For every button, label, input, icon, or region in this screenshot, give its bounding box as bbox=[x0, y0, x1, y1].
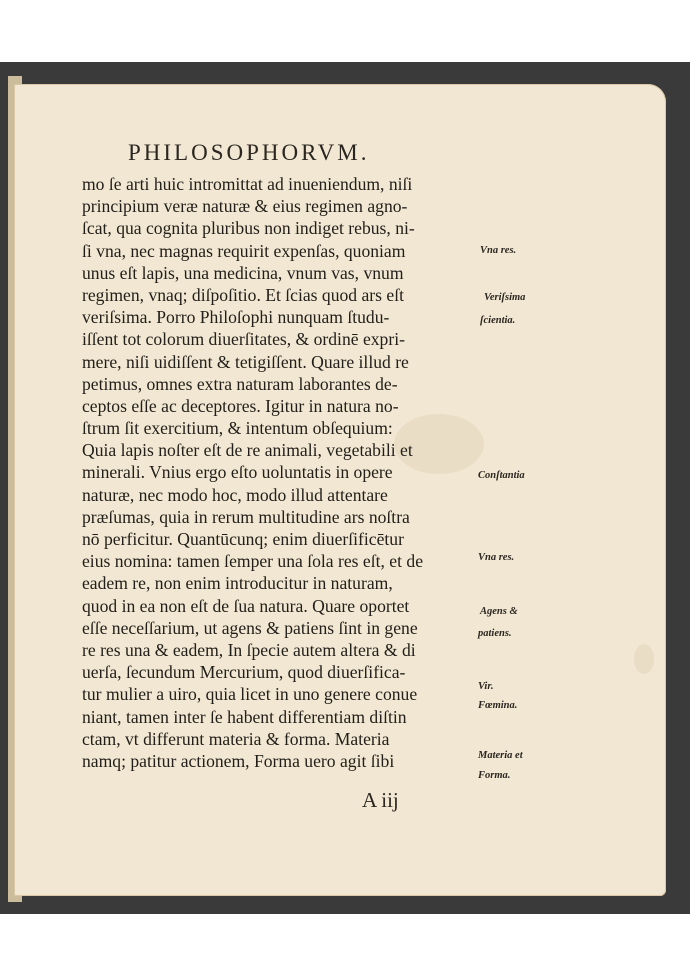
margin-note: ſcientia. bbox=[480, 315, 516, 326]
text-line: iſſent tot colorum diuerſitates, & ordinē expri- bbox=[82, 329, 405, 350]
text-line: ſtrum ſit exercitium, & intentum obſequium: bbox=[82, 418, 393, 439]
paper-stain bbox=[634, 644, 654, 674]
margin-note: Materia et bbox=[478, 750, 523, 761]
text-line: eadem re, non enim introducitur in naturam, bbox=[82, 573, 393, 594]
text-line: minerali. Vnius ergo eſto uoluntatis in opere bbox=[82, 462, 393, 483]
running-header: PHILOSOPHORVM. bbox=[128, 140, 370, 165]
text-line: quod in ea non eſt de ſua natura. Quare oportet bbox=[82, 595, 410, 616]
signature-mark: A iij bbox=[362, 788, 399, 812]
text-line: nō perficitur. Quantūcunq; enim diuerſificētur bbox=[82, 529, 404, 549]
body-text bbox=[82, 173, 482, 772]
margin-note: Vna res. bbox=[480, 245, 517, 256]
text-line: ceptos eſſe ac deceptores. Igitur in natura no- bbox=[82, 395, 399, 416]
text-line: eſſe neceſſarium, ut agens & patiens ſint in gene bbox=[82, 617, 418, 638]
margin-note: patiens. bbox=[478, 628, 512, 639]
text-line: eius nomina: tamen ſemper una ſola res eſt, et de bbox=[82, 551, 424, 572]
text-line: naturæ, nec modo hoc, modo illud attentare bbox=[82, 484, 388, 505]
text-line: ſi vna, nec magnas requirit expenſas, quoniam bbox=[82, 240, 406, 261]
text-line: niant, tamen inter ſe habent differentiam diſtin bbox=[82, 706, 407, 727]
text-line: mo ſe arti huic intromittat ad inueniendum, niſi bbox=[82, 174, 413, 194]
text-line: mere, niſi uidiſſent & tetigiſſent. Quare illud re bbox=[82, 351, 409, 372]
text-line: Quia lapis noſter eſt de re animali, vegetabili et bbox=[82, 440, 413, 461]
text-line: petimus, omnes extra naturam laborantes de- bbox=[82, 373, 398, 394]
text-line: unus eſt lapis, una medicina, vnum vas, vnum bbox=[82, 262, 404, 283]
text-line: ſcat, qua cognita pluribus non indiget rebus, ni- bbox=[82, 218, 415, 239]
text-line: uerſa, ſecundum Mercurium, quod diuerſifica- bbox=[82, 662, 406, 683]
text-line: præſumas, quia in rerum multitudine ars noſtra bbox=[82, 506, 410, 527]
margin-note: Conſtantia bbox=[478, 470, 525, 481]
text-line: re res una & eadem, In ſpecie autem altera & di bbox=[82, 639, 416, 660]
text-line: namq; patitur actionem, Forma uero agit ſibi bbox=[82, 750, 395, 771]
margin-note: Agens & bbox=[480, 606, 518, 617]
margin-note: Vir. bbox=[478, 681, 494, 692]
text-line: regimen, vnaq; diſpoſitio. Et ſcias quod ars eſt bbox=[82, 284, 404, 305]
margin-note: Fœmina. bbox=[478, 700, 518, 711]
text-line: veriſsima. Porro Philoſophi nunquam ſtudu- bbox=[82, 307, 390, 328]
margin-note: Veriſsima bbox=[484, 292, 526, 303]
margin-note: Vna res. bbox=[478, 552, 515, 563]
text-line: principium veræ naturæ & eius regimen agno- bbox=[82, 196, 408, 217]
text-line: ctam, vt differunt materia & forma. Materia bbox=[82, 728, 390, 749]
margin-note: Forma. bbox=[478, 770, 511, 781]
text-line: tur mulier a uiro, quia licet in uno genere conue bbox=[82, 684, 418, 705]
